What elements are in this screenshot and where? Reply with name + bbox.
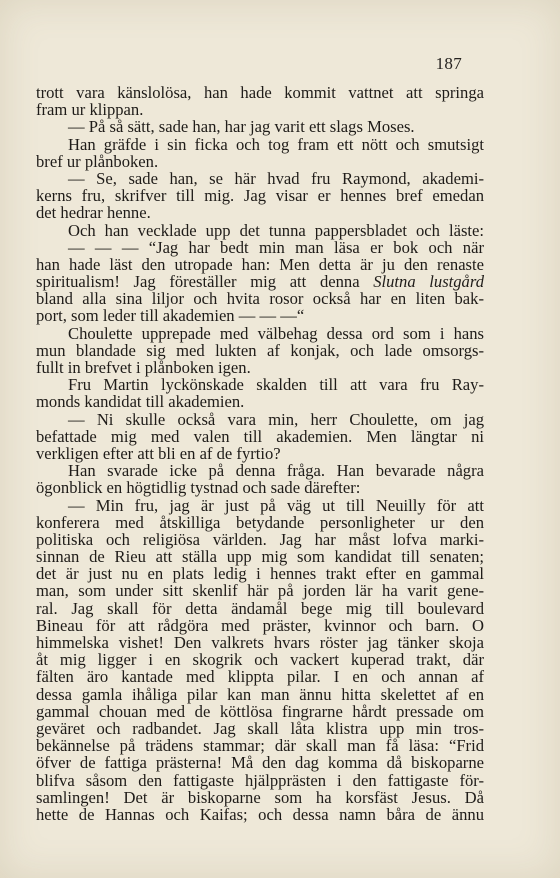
- text-line: — Ni skulle också vara min, herr Choulette, om jag: [68, 409, 484, 429]
- text-line: Han svarade icke på denna fråga. Han bevarade några: [68, 461, 484, 481]
- text-line: — — — “Jag har bedt min man läsa er bok och när: [68, 237, 484, 257]
- text-line: bland alla sina liljor och hvita rosor också har en liten bak-: [36, 289, 484, 309]
- text-line: ral. Jag skall för detta ändamål bege mig till boulevard: [36, 598, 484, 618]
- text-segment: spiritualism! Jag föreställer mig att denna: [36, 272, 374, 292]
- text-line: geväret och radbandet. Jag skall låta klistra upp min tros-: [36, 718, 484, 738]
- text-line: öfver de fattiga prästerna! Må den dag komma då biskoparne: [36, 753, 484, 773]
- text-line: verkligen efter att bli en af de fyrtio?: [36, 443, 281, 463]
- text-line: sinnan de Rieu att ställa upp mig som kandidat till senaten;: [36, 547, 484, 567]
- text-line: mun blandade sig med lukten af konjak, och lade omsorgs-: [36, 340, 484, 360]
- text-line: bekännelse på trädens stammar; där skall man få läsa: “Frid: [36, 736, 484, 756]
- text-line: — På så sätt, sade han, har jag varit ett slags Moses.: [68, 117, 415, 137]
- text-line: kerns fru, skrifver till mig. Jag visar er hennes bref emedan: [36, 186, 484, 206]
- text-line: fälten äro kantade med klippta pilar. I en och annan af: [36, 667, 484, 687]
- text-line: gammal chouan med de köttlösa fingrarne hårdt pressade om: [36, 701, 484, 721]
- text-line: politiska och religiösa världen. Jag har måst lofva marki-: [36, 529, 484, 549]
- text-line: konferera med åtskilliga betydande personligheter ur den: [36, 512, 484, 532]
- text-line: — Min fru, jag är just på väg ut till Neuilly för att: [68, 495, 484, 515]
- text-line: Och han vecklade upp det tunna pappersbladet och läste:: [68, 220, 484, 240]
- page-number: 187: [435, 54, 462, 73]
- text-line: fram ur klippan.: [36, 100, 144, 120]
- text-line: fullt in brefvet i plånboken igen.: [36, 358, 251, 377]
- text-line: Fru Martin lyckönskade skalden till att vara fru Ray-: [68, 375, 484, 395]
- text-line: Han gräfde i sin ficka och tog fram ett nött och smutsigt: [68, 134, 484, 154]
- text-line: Choulette upprepade med välbehag dessa ord som i hans: [68, 323, 484, 343]
- text-line: bref ur plånboken.: [36, 151, 159, 171]
- text-line: hette de Hannas och Kaifas; och dessa namn båra de ännu: [36, 804, 484, 824]
- body-text: [36, 84, 484, 823]
- italic-title: Slutna lustgård: [373, 272, 484, 292]
- text-line: det hedrar henne.: [36, 203, 151, 223]
- text-line: dessa gamla ihåliga pilar kan man ännu hitta skelettet af en: [36, 684, 484, 704]
- text-line: det är just nu en plats ledig i hennes trakt efter en gammal: [36, 564, 484, 584]
- text-line: — Se, sade han, se här hvad fru Raymond, akademi-: [68, 168, 484, 188]
- text-line: man, som under sitt skenlif här på jorden lär ha varit gene-: [36, 581, 484, 601]
- text-line: åt mig ligger i en skogrik och vackert kuperad trakt, där: [36, 650, 484, 670]
- text-line: port, som leder till akademien — — —“: [36, 306, 305, 326]
- text-line: samlingen! Det är biskoparne som ha korsfäst Jesus. Då: [36, 787, 484, 807]
- text-line: himmelska vishet! Den valkrets hvars röster jag tänker skoja: [36, 633, 484, 652]
- text-line: Bineau för att rådgöra med präster, kvinnor och barn. O: [36, 615, 484, 635]
- text-line: han hade läst den utropade han: Men detta är ju den renaste: [36, 254, 484, 274]
- text-line: blifva såsom den fattigaste hjälpprästen i den fattigaste för-: [36, 770, 484, 790]
- text-line: befattade mig med valen till akademien. Men längtar ni: [36, 426, 484, 446]
- text-line: [36, 273, 484, 290]
- text-line: monds kandidat till akademien.: [36, 392, 245, 412]
- text-line: ögonblick en högtidlig tystnad och sade därefter:: [36, 478, 361, 498]
- text-line: trott vara känslolösa, han hade kommit vattnet att springa: [36, 83, 484, 102]
